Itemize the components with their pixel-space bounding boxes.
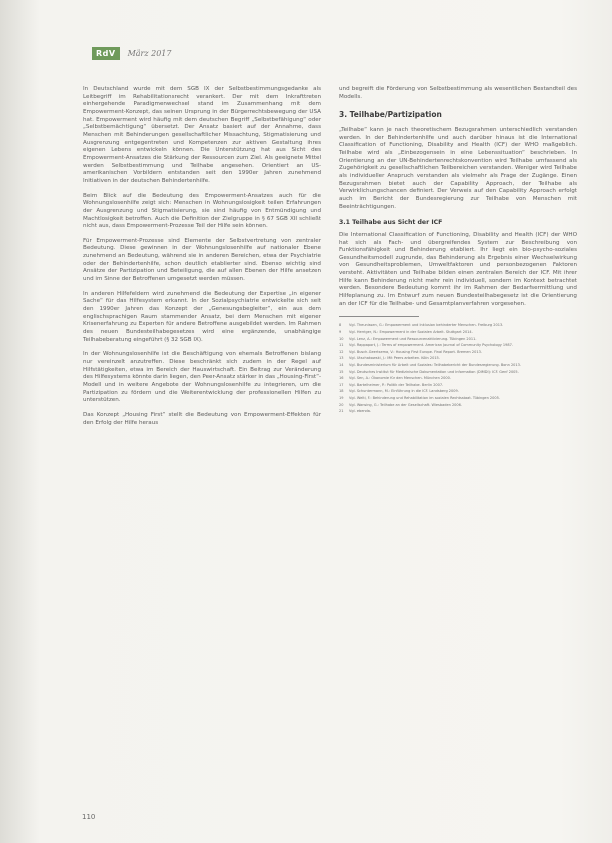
paragraph: Für Empowerment-Prozesse sind Elemente der Selbstvertretung von zentraler Bedeutung. Diese gewinnen in der Wohnungslosenhilfe auf nationaler Ebene zunehmend an Bedeutung, während sie in anderen Bereichen, etwa der Psychiatrie oder der Behindertenhilfe, schon deutlich etablierter sind. Ebenso wichtig sind Ansätze der Partizipation und Beteiligung, die auf allen Ebenen der Hilfe ansetzen und im Sinne der Betroffenen umgesetzt werden müssen.	[83, 237, 321, 283]
paragraph: „Teilhabe“ kann je nach theoretischem Bezugsrahmen unterschiedlich verstanden werden. In der Behindertenhilfe und auch darüber hinaus ist die International Classification of Functioning, Disability and Health (ICF) der WHO maßgeblich. Teilhabe wird als „Einbezogensein in eine Lebenssituation“ beschrieben. In Orientierung an der UN-Behindertenrechtskonvention wird Teilhabe umfassend als Zugehörigkeit zu gesellschaftlichen Teilbereichen verstanden. Weniger wird Teilhabe als individueller Anspruch verstanden als vielmehr als Frage der Zugänge. Einen Bezugsrahmen bietet auch der Capability Approach, der Teilhabe als Verwirklichungschancen definiert. Der Verweis auf den Capability Approach erfolgt auch im Bericht der Bundesregierung zur Teilhabe von Menschen mit Beeinträchtigungen.	[339, 126, 577, 210]
footnote-number: 9	[339, 330, 342, 334]
paragraph: Die International Classification of Functioning, Disability and Health (ICF) der WHO hat sich als Fach- und übergreifendes System zur Beschreibung von Funktionsfähigkeit und Behinderung etabliert. Ihr liegt ein bio-psycho-soziales Gesundheitsmodell zugrunde, das Behinderung als Ergebnis einer Wechselwirkung von Gesundheitsproblemen, Umweltfaktoren und personbezogenen Faktoren versteht. Aktivitäten und Teilhabe bilden einen zentralen Bereich der ICF. Mit ihrer Hilfe kann Behinderung nicht mehr rein individuell, sondern im Kontext betrachtet werden. Besondere Bedeutung kommt ihr im Rahmen der Bedarfsermittlung und Hilfeplanung zu. Im Entwurf zum neuen Bundesteilhabegesetz ist die Orientierung an der ICF für die Teilhabe- und Gesamtplanverfahren vorgesehen.	[339, 231, 577, 307]
footnote	[339, 370, 577, 376]
paragraph: In anderen Hilfefeldern wird zunehmend die Bedeutung der Expertise „in eigener Sache“ für das Hilfesystem erkannt. In der Sozialpsychiatrie entwickelte sich seit den 1990er Jahren das Konzept der „Genesungsbegleiter“, ein aus dem englischsprachigen Raum stammender Ansatz, bei dem Menschen mit eigener Krisenerfahrung zu Experten für andere Betroffene ausgebildet werden. Im Rahmen des neuen Bundesteilhabegesetzes wird eine ergänzende, unabhängige Teilhabeberatung eingeführt (§ 32 SGB IX).	[83, 290, 321, 343]
footnote	[339, 389, 577, 395]
footnote-text: Vgl. Utschakowski, J.: Mit Peers arbeiten. Köln 2015.	[349, 356, 440, 361]
issue-date: März 2017	[127, 48, 172, 58]
subsection-heading: 3.1 Teilhabe aus Sicht der ICF	[339, 219, 443, 227]
footnote-number: 17	[339, 382, 344, 387]
footnote-number: 11	[339, 343, 344, 348]
footnote	[339, 403, 577, 409]
footnote	[339, 350, 577, 356]
footnote-text: Vgl. Bartelheimer, P.: Politik der Teilhabe. Berlin 2007.	[349, 382, 444, 387]
footnote	[339, 323, 577, 329]
right-column	[339, 86, 577, 416]
page-number: 110	[82, 813, 96, 821]
footnotes	[339, 323, 577, 414]
footnote	[339, 396, 577, 402]
footnote-number: 10	[339, 336, 344, 341]
footnote-text: Vgl. Rappaport, J.: Terms of empowerment. American Journal of Community Psychology 1987.	[349, 343, 513, 348]
footnote-number: 12	[339, 349, 344, 354]
footnote	[339, 363, 577, 369]
left-column	[83, 86, 321, 434]
journal-logo: RdV	[92, 47, 120, 60]
footnote-number: 8	[339, 323, 342, 328]
footnote-text: Vgl. Welti, F.: Behinderung und Rehabilitation im sozialen Rechtsstaat. Tübingen 2005.	[349, 395, 500, 400]
footnote-text: Vgl. Deutsches Institut für Medizinische Dokumentation und Information (DIMDI): ICF. Genf 2005.	[349, 369, 519, 374]
footnote-text: Vgl. Herriger, N.: Empowerment in der Sozialen Arbeit. Stuttgart 2014.	[349, 330, 473, 334]
paragraph: In der Wohnungslosenhilfe ist die Beschäftigung von ehemals Betroffenen bislang nur vereinzelt anzutreffen. Diese beschränkt sich zudem in der Regel auf Hilfstätigkeiten, etwa im Bereich der Hauswirtschaft. Ein Beitrag zur Veränderung des Hilfesystems könnte darin liegen, den Peer-Ansatz stärker in das „Housing-First“-Modell und in weitere Angebote der Wohnungslosenhilfe zu integrieren, um die Partizipation zu fördern und die Weiterentwicklung der professionellen Hilfen zu unterstützen.	[83, 351, 322, 404]
footnote-divider	[339, 316, 419, 317]
footnote-text: Vgl. Sen, A.: Ökonomie für den Menschen. München 2000.	[349, 376, 451, 381]
footnote	[339, 337, 577, 343]
footnote-text: Vgl. Schuntermann, M.: Einführung in die ICF. Landsberg 2009.	[349, 389, 459, 394]
footnote-text: Vgl. Theunissen, G.: Empowerment und Inklusion behinderter Menschen. Freiburg 2013.	[349, 323, 504, 328]
footnote	[339, 330, 577, 336]
footnote-text: Vgl. Bundesministerium für Arbeit und Soziales: Teilhabebericht der Bundesregierung. Bonn 2013.	[349, 362, 521, 367]
footnote-number: 15	[339, 369, 344, 374]
footnote-text: Vgl. Busch-Geertsema, V.: Housing First Europe. Final Report. Bremen 2013.	[349, 349, 482, 354]
footnote-number: 16	[339, 376, 344, 381]
footnote-number: 13	[339, 356, 344, 361]
paragraph: Das Konzept „Housing First“ stellt die Bedeutung von Empowerment-Effekten für den Erfolg der Hilfe heraus	[83, 411, 321, 426]
footnote-number: 21	[339, 409, 344, 414]
footnote-text: Vgl. Wansing, G.: Teilhabe an der Gesellschaft. Wiesbaden 2006.	[349, 402, 462, 407]
footnote-text: Vgl. ebenda.	[349, 409, 372, 414]
paragraph: Beim Blick auf die Bedeutung des Empowerment-Ansatzes auch für die Wohnungslosenhilfe zeigt sich: Menschen in Wohnungslosigkeit teilen Erfahrungen der Ausgrenzung und Stigmatisierung, sie sind häufig von Entmündigung und Machtlosigkeit betroffen. Auch die Definition der Zielgruppe in § 67 SGB XII schließt nicht aus, dass Empowerment-Prozesse Teil der Hilfe sein können.	[83, 192, 321, 230]
footnote	[339, 383, 577, 389]
footnote	[339, 409, 577, 415]
footnote	[339, 343, 577, 349]
footnote-text: Vgl. Lenz, A.: Empowerment und Ressourcenaktivierung. Tübingen 2011.	[349, 336, 477, 341]
footnote-number: 19	[339, 395, 344, 400]
page-header	[92, 46, 171, 60]
footnote-number: 14	[339, 362, 344, 367]
footnote-number: 18	[339, 389, 344, 394]
section-heading: 3. Teilhabe/Partizipation	[339, 110, 442, 120]
paragraph: und begreift die Förderung von Selbstbestimmung als wesentlichen Bestandteil des Modells.	[339, 86, 577, 100]
footnote-number: 20	[339, 402, 344, 407]
footnote	[339, 376, 577, 382]
paragraph: In Deutschland wurde mit dem SGB IX der Selbstbestimmungsgedanke als Leitbegriff im Rehabilitationsrecht verankert. Der mit dem Inkrafttreten einhergehende Paradigmenwechsel stand im Zusammenhang mit dem Empowerment-Konzept, das seinen Ursprung in der Bürgerrechtsbewegung der USA hat. Empowerment wird häufig mit dem deutschen Begriff „Selbstbefähigung“ oder „Selbstbemächtigung“ übersetzt. Der Ansatz basiert auf der Annahme, dass Menschen mit Behinderungen gesellschaftlicher Missachtung, Stigmatisierung und Ausgrenzung entgegentreten und Kompetenzen zur aktiven Gestaltung ihres eigenen Lebens entwickeln können. Die Unterstützung hat aus Sicht des Empowerment-Ansatzes die Stärkung der Ressourcen zum Ziel. Als geeignete Mittel werden Selbstbestimmung und Teilhabe angesehen. Orientiert an US-amerikanischen Vorbildern entstanden seit den 1990er Jahren zunehmend Initiativen in der deutschen Behindertenhilfe.	[83, 86, 321, 184]
footnote	[339, 356, 577, 362]
